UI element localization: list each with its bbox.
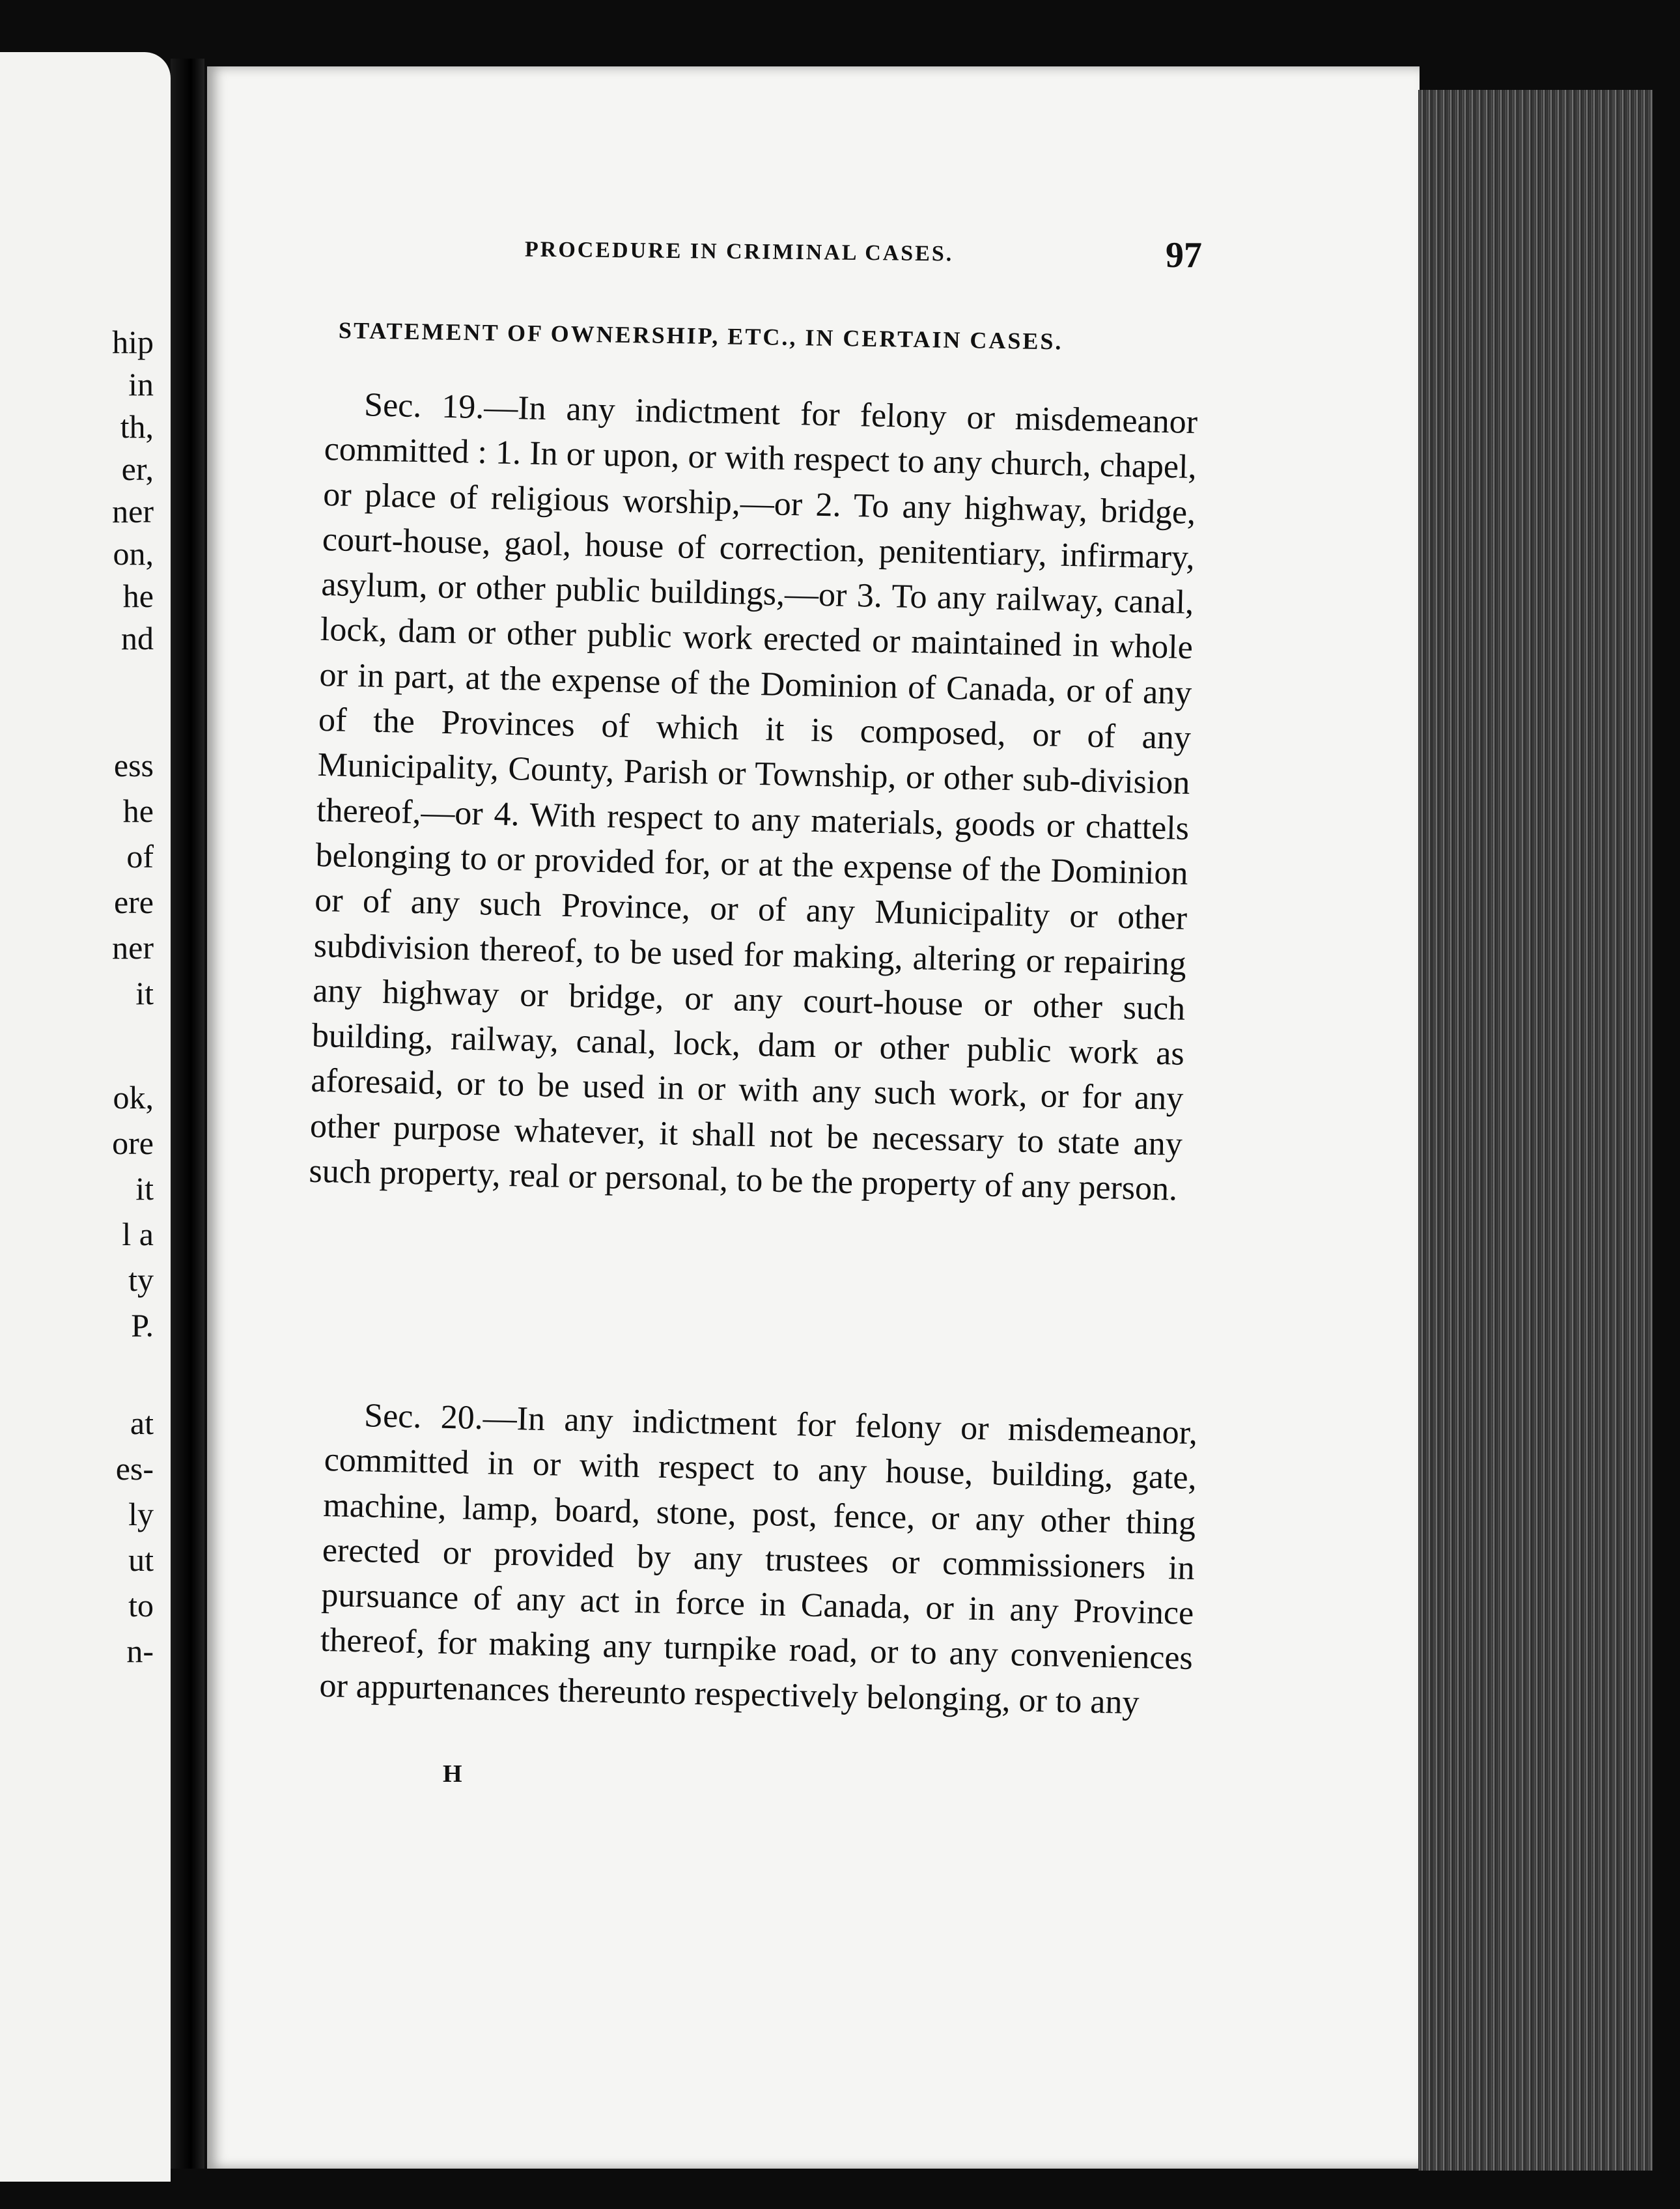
- signature-mark: H: [443, 1760, 462, 1788]
- facing-page-left: [0, 52, 171, 2182]
- section-20-paragraph: [319, 1392, 1198, 1726]
- margin-fragment: nd: [121, 620, 154, 656]
- section-heading: STATEMENT OF OWNERSHIP, ETC., IN CERTAIN CASES.: [338, 317, 1063, 355]
- margin-fragment: ere: [113, 884, 154, 920]
- page-block-edges: [1418, 90, 1653, 2171]
- margin-fragment: he: [122, 793, 154, 829]
- page-number: 97: [1166, 235, 1202, 275]
- margin-fragment: in: [128, 366, 154, 402]
- margin-fragment: hip: [112, 324, 154, 360]
- margin-fragment: l a: [122, 1216, 154, 1252]
- margin-fragment: it: [135, 1170, 154, 1207]
- margin-fragment: ok,: [113, 1079, 154, 1116]
- margin-fragment: he: [122, 578, 154, 614]
- margin-fragment: es-: [115, 1450, 154, 1487]
- margin-fragment: of: [126, 838, 154, 875]
- margin-fragment: ner: [112, 929, 154, 966]
- margin-fragment: ly: [128, 1496, 154, 1532]
- margin-fragment: er,: [121, 451, 154, 487]
- margin-fragment: ess: [113, 747, 154, 783]
- running-head: PROCEDURE IN CRIMINAL CASES.: [524, 237, 954, 266]
- margin-fragment: P.: [131, 1307, 154, 1344]
- margin-fragment: ner: [112, 493, 154, 529]
- margin-fragment: at: [130, 1405, 154, 1441]
- paragraph-text: Sec. 20.—In any indictment for felony or misdemeanor, committed in or with respect to any house, building, gate, machine, lamp, board, stone, post, fence, or any other thing erected or provided by any trustees or commissioners in pursuance of any act in force in Canada, or in any Province thereof, for making any turnpike road, or to any conveniences or appurtenances thereunto respectively belonging, or to any: [318, 1397, 1198, 1722]
- margin-fragment: th,: [120, 408, 154, 445]
- margin-fragment: it: [135, 975, 154, 1011]
- paragraph-text: Sec. 19.—In any indictment for felony or misdemeanor committed : 1. In or upon, or with respect to any church, chapel, or place of religious worship,—or 2. To any highway, bridge, court-house, gaol, house of correction, penitentiary, infirmary, asylum, or other public buildings,—or 3. To any railway, canal, lock, dam or other public work erected or maintained in whole or in part, at the expense of the Dominion of Canada, or of any of the Provinces of which it is composed, or of any Municipality, County, Parish or Township, or other sub-division thereof,—or 4. With respect to any materials, goods or chattels belonging to or provided for, or at the expense of the Dominion or of any such Province, or of any Municipality or other subdivision thereof, to be used for making, altering or repairing any highway or bridge, or any court-house or other such building, railway, canal, lock, dam or other public work as aforesaid, or to be used in or with any such work, or for any other purpose whatever, it shall not be necessary to state any such property, real or personal, to be the property of any person.: [309, 386, 1198, 1208]
- margin-fragment: to: [128, 1587, 154, 1624]
- section-19-paragraph: [309, 382, 1198, 1212]
- gutter-shadow: [171, 59, 204, 2169]
- margin-fragment: ty: [128, 1261, 154, 1298]
- margin-fragment: n-: [126, 1633, 154, 1669]
- margin-fragment: ore: [112, 1125, 154, 1161]
- margin-fragment: ut: [128, 1541, 154, 1578]
- margin-fragment: on,: [113, 535, 154, 572]
